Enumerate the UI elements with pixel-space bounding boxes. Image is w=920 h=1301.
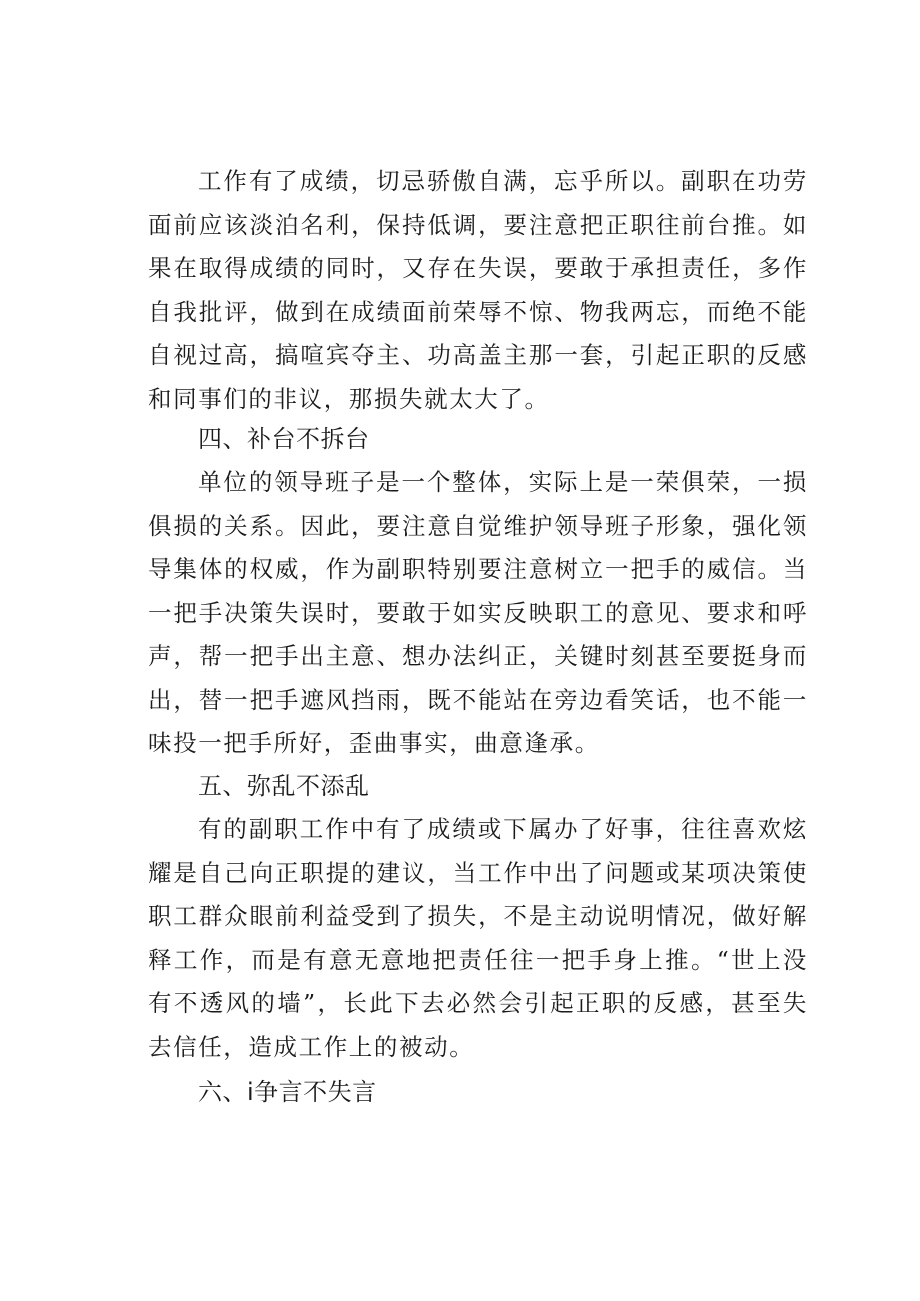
paragraph-support: 单位的领导班子是一个整体，实际上是一荣俱荣，一损俱损的关系。因此，要注意自觉维护领导班子形象，强化领导集体的权威，作为副职特别要注意树立一把手的威信。当一把手决策失误时，要敢于如实反映职工的意见、要求和呼声，帮一把手出主意、想办法纠正，关键时刻甚至要挺身而出，替一把手遮风挡雨，既不能站在旁边看笑话，也不能一味投一把手所好，歪曲事实，曲意逢承。 bbox=[148, 468, 808, 757]
section-heading-6: 六、i争言不失言 bbox=[198, 1078, 377, 1106]
paragraph-calm: 有的副职工作中有了成绩或下属办了好事，往往喜欢炫耀是自己向正职提的建议，当工作中出了问题或某项决策使职工群众眼前利益受到了损失，不是主动说明情况，做好解释工作，而是有意无意地把责任往一把手身上推。“世上没有不透风的墙”，长此下去必然会引起正职的反感，甚至失去信任，造成工作上的被动。 bbox=[148, 815, 808, 1061]
section-heading-4: 四、补台不拆台 bbox=[198, 425, 370, 453]
section-heading-5: 五、弥乱不添乱 bbox=[198, 772, 370, 800]
paragraph-achievements: 工作有了成绩，切忌骄傲自满，忘乎所以。副职在功劳面前应该淡泊名利，保持低调，要注意把正职往前台推。如果在取得成绩的同时，又存在失误，要敢于承担责任，多作自我批评，做到在成绩面前荣辱不惊、物我两忘，而绝不能自视过高，搞喧宾夺主、功高盖主那一套，引起正职的反感和同事们的非议，那损失就太大了。 bbox=[148, 167, 808, 413]
